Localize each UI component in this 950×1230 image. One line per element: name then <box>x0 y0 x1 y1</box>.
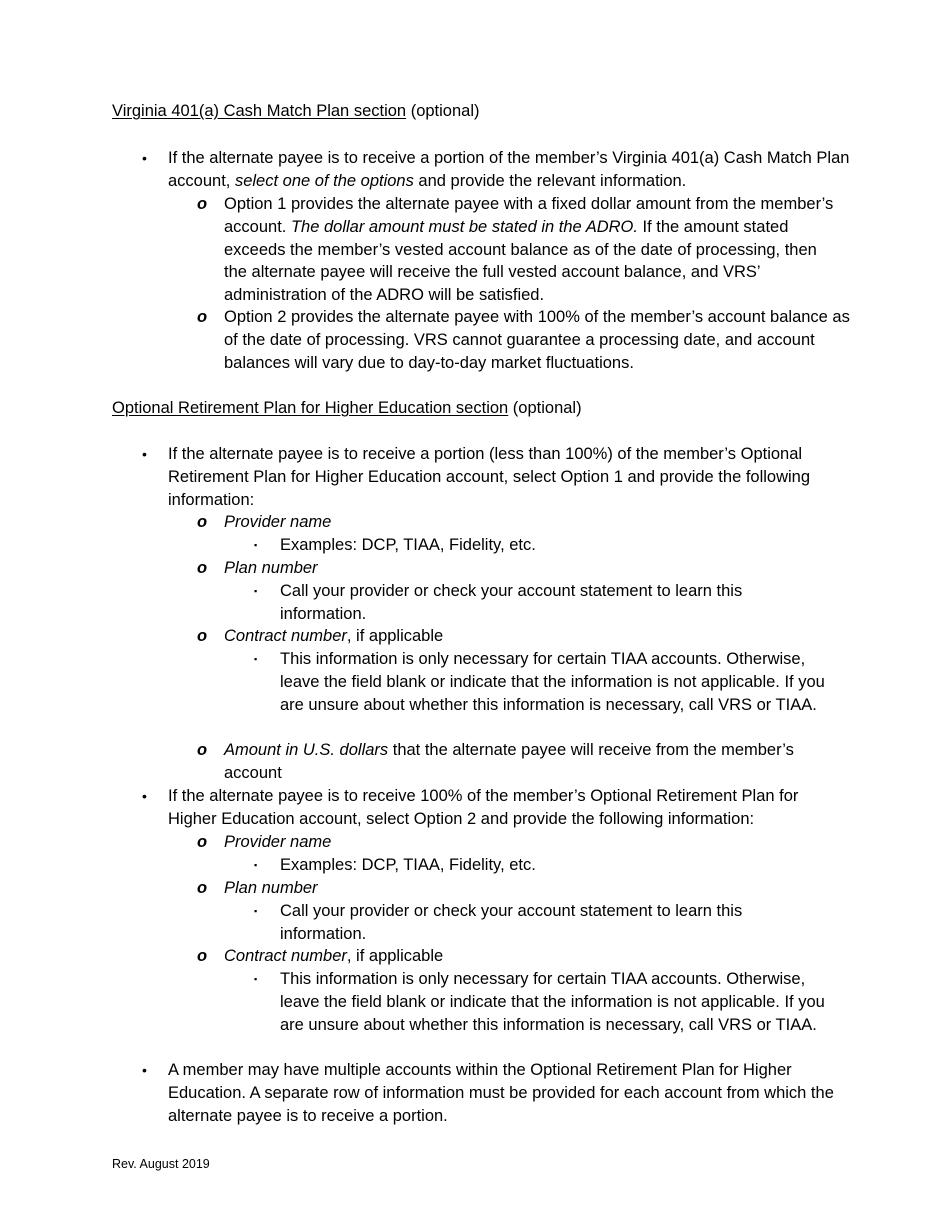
list-item: • If the alternate payee is to receive a portion of the member’s Virginia 401(a) Cash Match Plan account, select one of the options and provide the relevant information. <box>142 149 850 190</box>
list-item-plan-number: o Plan number <box>224 877 854 900</box>
bullet-marker: • <box>142 150 147 166</box>
list-item-contract-number: o Contract number, if applicable <box>224 625 854 648</box>
sub-bullet-marker: o <box>197 308 208 326</box>
list-item: • If the alternate payee is to receive 100% of the member’s Optional Retirement Plan for Higher Education account, select Option 2 and provide the following information: <box>142 787 799 828</box>
sub-bullet-marker: o <box>197 513 208 531</box>
optional-tag: (optional) <box>406 102 480 120</box>
sub-bullet-marker: o <box>197 833 208 851</box>
sub-bullet-marker: o <box>197 195 208 213</box>
list-item: ▪ This information is only necessary for certain TIAA accounts. Otherwise, leave the field blank or indicate that the information is not applicable. If you are unsure about whether this information is necessary, call VRS or TIAA. <box>254 650 825 714</box>
list-item-option-1: o Option 1 provides the alternate payee with a fixed dollar amount from the member’s account. The dollar amount must be stated in the ADRO. If the amount stated exceeds the member’s vested account balance as of the date of processing, then the alternate payee will receive the full vested account balance, and VRS’ administration of the ADRO will be satisfied. <box>197 195 834 305</box>
sub-bullet-marker: o <box>197 947 208 965</box>
bullet-marker: • <box>142 446 147 462</box>
square-bullet-marker: ▪ <box>254 860 258 870</box>
sub-bullet-marker: o <box>197 741 208 759</box>
list-item-contract-number: o Contract number, if applicable <box>224 945 854 968</box>
square-bullet-marker: ▪ <box>254 906 258 916</box>
list-item-provider-name: o Provider name <box>224 831 854 854</box>
list-item: ▪ This information is only necessary for certain TIAA accounts. Otherwise, leave the field blank or indicate that the information is not applicable. If you are unsure about whether this information is necessary, call VRS or TIAA. <box>254 970 825 1034</box>
square-bullet-marker: ▪ <box>254 586 258 596</box>
optional-tag: (optional) <box>508 399 582 417</box>
list-item: ▪ Call your provider or check your account statement to learn this information. <box>254 902 743 943</box>
list-item-option-2: o Option 2 provides the alternate payee with 100% of the member’s account balance as of the date of processing. VRS cannot guarantee a processing date, and account balances will vary due to day-to-day market fluctuations. <box>197 308 850 372</box>
list-item-plan-number: o Plan number <box>224 557 854 580</box>
bullet-marker: • <box>142 788 147 804</box>
square-bullet-marker: ▪ <box>254 654 258 664</box>
section-title: Optional Retirement Plan for Higher Education section <box>112 399 509 417</box>
square-bullet-marker: ▪ <box>254 540 258 550</box>
sub-bullet-marker: o <box>197 627 208 645</box>
list-item: ▪ Examples: DCP, TIAA, Fidelity, etc. <box>280 854 840 877</box>
list-item: ▪ Call your provider or check your account statement to learn this information. <box>254 582 743 623</box>
square-bullet-marker: ▪ <box>254 974 258 984</box>
list-item-provider-name: o Provider name <box>224 511 854 534</box>
section-heading-orp <box>112 397 582 420</box>
revision-footer: Rev. August 2019 <box>112 1157 210 1171</box>
bullet-marker: • <box>142 1062 147 1078</box>
section-title: Virginia 401(a) Cash Match Plan section <box>112 102 407 120</box>
section-heading-401a <box>112 100 479 123</box>
sub-bullet-marker: o <box>197 559 208 577</box>
list-item: • A member may have multiple accounts within the Optional Retirement Plan for Higher Education. A separate row of information must be provided for each account from which the alternate payee is to receive a portion. <box>142 1061 834 1125</box>
list-item: • If the alternate payee is to receive a portion (less than 100%) of the member’s Optional Retirement Plan for Higher Education account, select Option 1 and provide the following information: <box>142 445 811 509</box>
list-item: ▪ Examples: DCP, TIAA, Fidelity, etc. <box>280 534 840 557</box>
sub-bullet-marker: o <box>197 879 208 897</box>
list-item-amount: o Amount in U.S. dollars that the alternate payee will receive from the member’s account <box>197 741 794 782</box>
